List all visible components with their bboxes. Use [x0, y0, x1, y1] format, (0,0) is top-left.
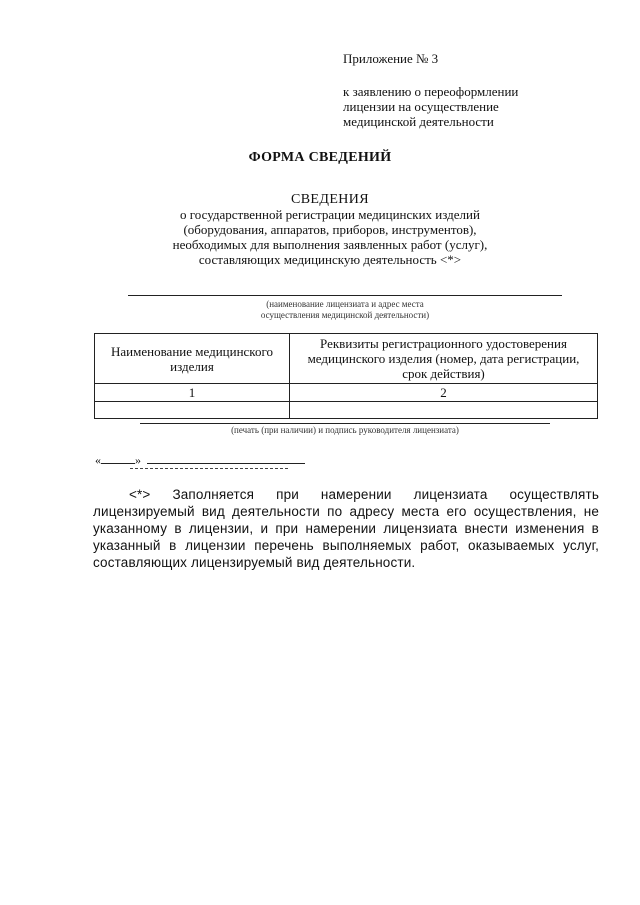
date-month-blank[interactable]	[147, 452, 305, 464]
appendix-subtitle	[343, 84, 543, 129]
header-device-name: Наименование медицинского изделия	[95, 334, 290, 384]
appendix-title: Приложение № 3	[343, 51, 439, 66]
signature-line[interactable]	[140, 423, 550, 424]
licensee-field-label	[200, 299, 490, 321]
registration-table	[94, 333, 598, 419]
footnote: <*> Заполняется при намерении лицензиата осуществлять лицензируемый вид деятельности по адресу места его осуществления, не указанному в лицензии, и при намерении лицензиата внести изменения в указанный в лицензии перечень выполняемых работ, оказываемых услуг, составляющих лицензируемый вид деятельности.	[93, 487, 599, 570]
heading-title: СВЕДЕНИЯ	[290, 192, 370, 207]
appendix-subtitle-line: лицензии на осуществление	[343, 99, 499, 114]
table-column-numbers-row	[95, 384, 598, 402]
heading-line: о государственной регистрации медицинских изделий	[180, 207, 480, 222]
heading-line: необходимых для выполнения заявленных работ (услуг),	[172, 237, 488, 252]
date-dash-rule	[130, 468, 288, 469]
licensee-label-line: (наименование лицензиата и адрес места	[266, 299, 424, 309]
date-day-blank[interactable]	[101, 452, 135, 464]
table-cell-registration[interactable]	[290, 402, 598, 419]
table-cell-device[interactable]	[95, 402, 290, 419]
heading-line: (оборудования, аппаратов, приборов, инструментов),	[183, 222, 477, 237]
signature-label: (печать (при наличии) и подпись руководителя лицензиата)	[231, 425, 459, 435]
heading-line: составляющих медицинскую деятельность <*>	[198, 252, 462, 267]
date-close-quote: »	[135, 453, 141, 467]
document-heading	[120, 192, 540, 267]
appendix-subtitle-line: медицинской деятельности	[343, 114, 494, 129]
form-title: ФОРМА СВЕДЕНИЙ	[248, 150, 392, 165]
table-row	[95, 402, 598, 419]
appendix-subtitle-line: к заявлению о переоформлении	[343, 84, 519, 99]
date-open-quote: «	[95, 453, 101, 467]
column-number: 2	[290, 384, 598, 402]
header-registration-details: Реквизиты регистрационного удостоверения медицинского изделия (номер, дата регистрации, срок действия)	[290, 334, 598, 384]
column-number: 1	[95, 384, 290, 402]
licensee-label-line: осуществления медицинской деятельности)	[260, 310, 430, 320]
licensee-name-line[interactable]	[128, 295, 562, 296]
table-header-row	[95, 334, 598, 384]
date-field	[95, 452, 305, 468]
